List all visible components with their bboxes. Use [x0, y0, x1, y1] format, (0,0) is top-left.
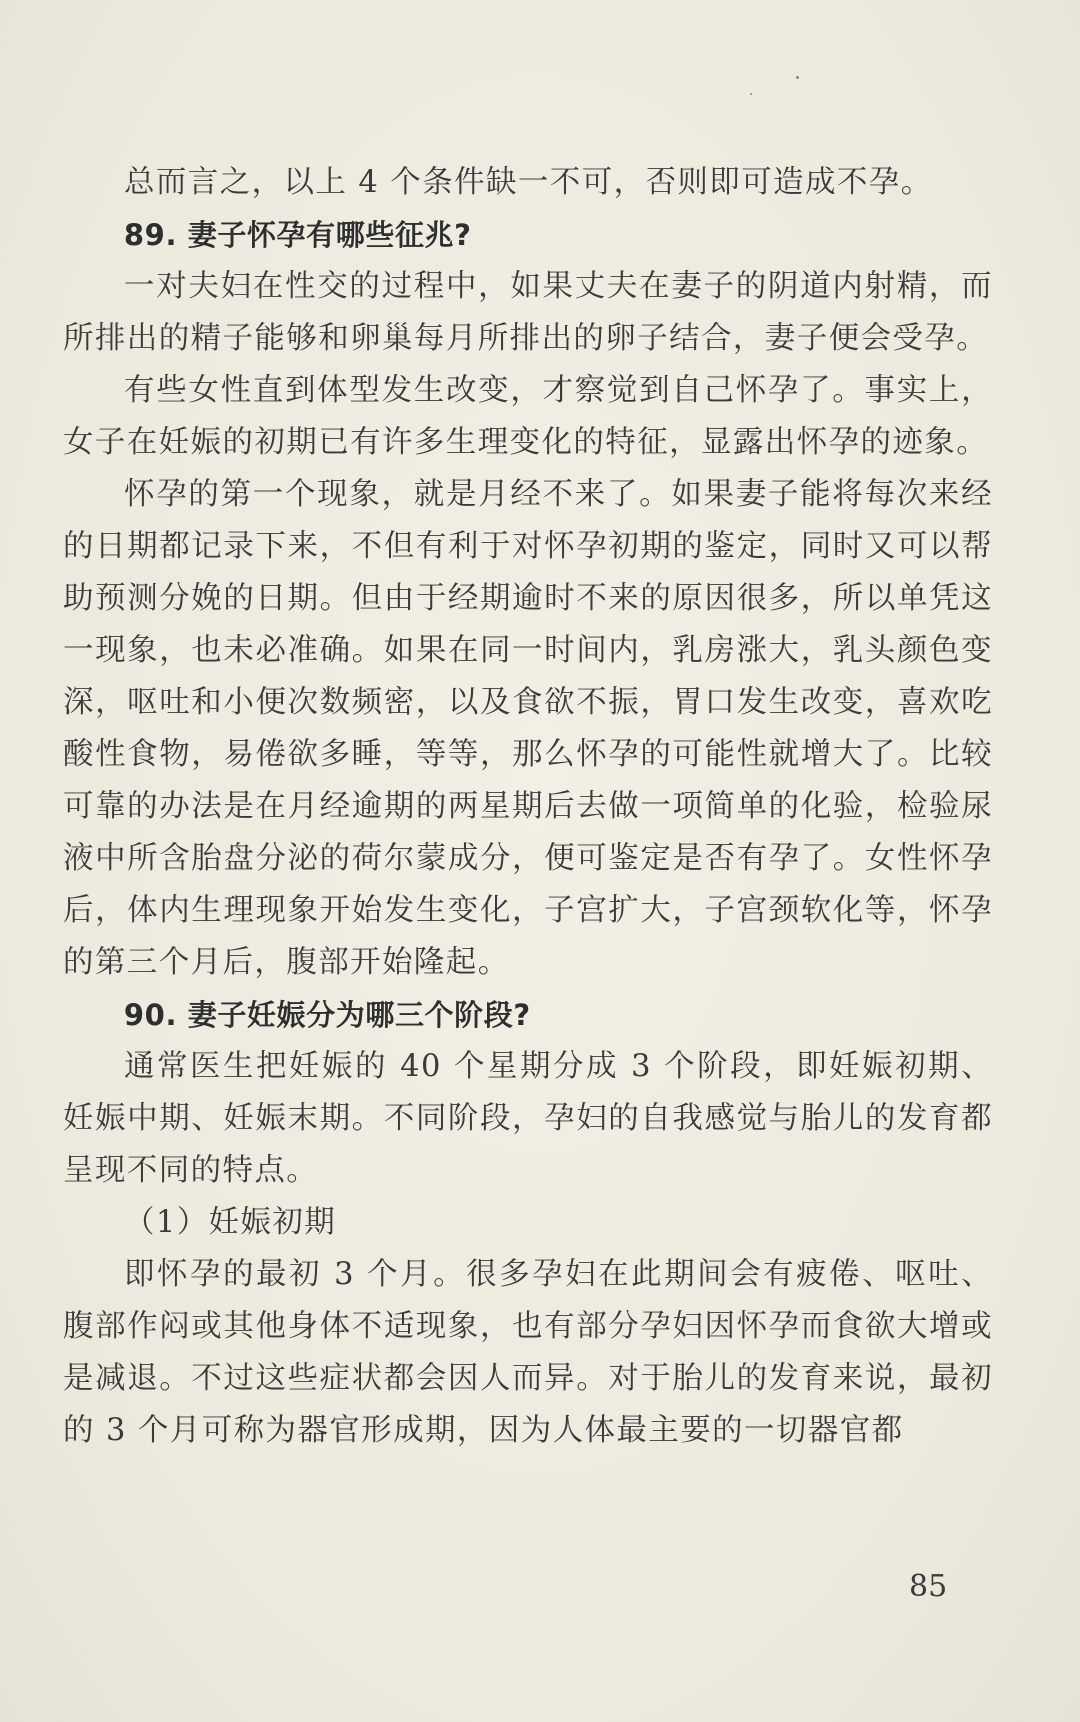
paper-speck: [796, 76, 799, 79]
paragraph-three-stages: 通常医生把妊娠的 40 个星期分成 3 个阶段，即妊娠初期、妊娠中期、妊娠末期。不同阶段，孕妇的自我感觉与胎儿的发育都呈现不同的特点。: [63, 1049, 993, 1188]
paragraph-conclusion: 总而言之，以上 4 个条件缺一不可，否则即可造成不孕。: [124, 165, 933, 200]
body-text: [63, 157, 993, 1457]
paragraph-conception: 一对夫妇在性交的过程中，如果丈夫在妻子的阴道内射精，而所排出的精子能够和卵巢每月所排出的卵子结合，妻子便会受孕。: [63, 269, 993, 356]
question-heading-90: 90. 妻子妊娠分为哪三个阶段?: [123, 998, 531, 1032]
paper-speck: [750, 93, 752, 95]
page-number: 85: [909, 1569, 948, 1604]
subheading-early-pregnancy: （1）妊娠初期: [124, 1205, 337, 1240]
paragraph-first-trimester: 即怀孕的最初 3 个月。很多孕妇在此期间会有疲倦、呕吐、腹部作闷或其他身体不适现象，也有部分孕妇因怀孕而食欲大增或是减退。不过这些症状都会因人而异。对于胎儿的发育来说，最初的 3 个月可称为器官形成期，因为人体最主要的一切器官都: [63, 1257, 993, 1448]
paragraph-first-signs: 怀孕的第一个现象，就是月经不来了。如果妻子能将每次来经的日期都记录下来，不但有利于对怀孕初期的鉴定，同时又可以帮助预测分娩的日期。但由于经期逾时不来的原因很多，所以单凭这一现象，也未必准确。如果在同一时间内，乳房涨大，乳头颜色变深，呕吐和小便次数频密，以及食欲不振，胃口发生改变，喜欢吃酸性食物，易倦欲多睡，等等，那么怀孕的可能性就增大了。比较可靠的办法是在月经逾期的两星期后去做一项简单的化验，检验尿液中所含胎盘分泌的荷尔蒙成分，便可鉴定是否有孕了。女性怀孕后，体内生理现象开始发生变化，子宫扩大，子宫颈软化等，怀孕的第三个月后，腹部开始隆起。: [63, 477, 993, 980]
question-heading-89: 89. 妻子怀孕有哪些征兆?: [123, 218, 472, 252]
paragraph-body-changes: 有些女性直到体型发生改变，才察觉到自己怀孕了。事实上，女子在妊娠的初期已有许多生理变化的特征，显露出怀孕的迹象。: [63, 373, 993, 460]
